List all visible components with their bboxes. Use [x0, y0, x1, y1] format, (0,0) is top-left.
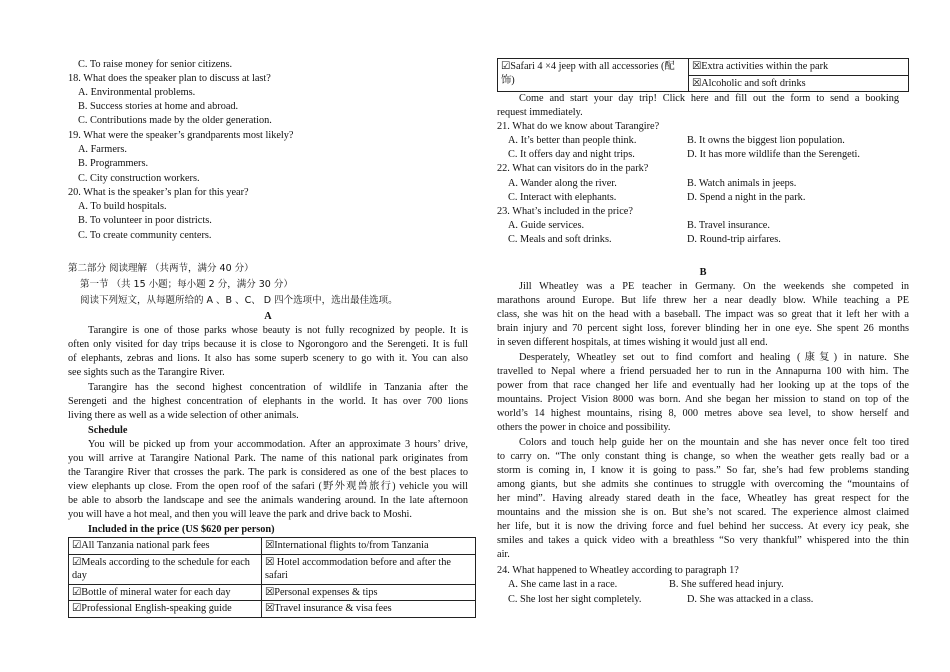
text-line: Tarangire has the second highest concentration of wildlife in Tanzania after the — [88, 382, 468, 393]
excluded-item: ☒Extra activities within the park — [689, 59, 909, 76]
excluded-item: ☒Personal expenses & tips — [262, 584, 476, 601]
q23-stem: 23. What’s included in the price? — [497, 206, 633, 217]
price-table-right — [497, 58, 909, 92]
schedule-heading: Schedule — [88, 425, 128, 436]
text-line: mountains and the mission she is on. But she’s not scared. The experience almost claimed — [497, 507, 909, 518]
text-line: the Tarangire River that crosses the park. The park is considered as one of the best places to — [68, 467, 468, 478]
q24-option-d: D. She was attacked in a class. — [687, 594, 814, 605]
text-line: air. — [497, 549, 510, 560]
excluded-item: ☒Alcoholic and soft drinks — [689, 75, 909, 92]
passage-a-label: A — [264, 311, 272, 322]
text-line: world’s 14 highest mountains, rising 8, 000 metres above sea level, to show herself and — [497, 408, 909, 419]
text-line: others the power in choice and possibility. — [497, 422, 671, 433]
instructions: 阅读下列短文，从每题所给的 A 、B 、C、 D 四个选项中，选出最佳选项。 — [80, 295, 398, 306]
excluded-item: ☒ Hotel accommodation before and after the safari — [262, 554, 476, 584]
booking-line-2: request immediately. — [497, 107, 583, 118]
text-line: you will arrive at Tarangire National Park. The name of this national park originates from — [68, 453, 468, 464]
part2-title: 第二部分 阅读理解 （共两节，满分 40 分） — [68, 263, 254, 274]
text-line: marathons around Europe. But life threw her a near deadly blow. While teaching a PE — [497, 295, 909, 306]
q22-option-a: A. Wander along the river. — [508, 178, 617, 189]
text-line: Jill Wheatley was a PE teacher in Germany. On the weekends she competed in — [519, 281, 909, 292]
text-line: class, she was hit on the head with a baseball. The impact was so great that it left her with a — [497, 309, 909, 320]
q24-option-c: C. She lost her sight completely. — [508, 594, 642, 605]
text-line: see sights such as the Tarangire River. — [68, 367, 225, 378]
text-line: you will have a hot meal, and then you will leave the park and drive back to Moshi. — [68, 509, 412, 520]
text-line: Tarangire is one of those parks whose beauty is not fully recognized by people. It is — [88, 325, 468, 336]
q20-stem: 20. What is the speaker’s plan for this year? — [68, 187, 249, 198]
excluded-item: ☒Travel insurance & visa fees — [262, 601, 476, 618]
q23-option-a: A. Guide services. — [508, 220, 585, 231]
text-line: to carry on. “The only constant thing is change, so when the weather gets really bad or a — [497, 451, 909, 462]
included-item: ☑Meals according to the schedule for each day — [69, 554, 262, 584]
q17-option-c: C. To raise money for senior citizens. — [78, 59, 233, 70]
q22-option-b: B. Watch animals in jeeps. — [687, 178, 797, 189]
table-row — [69, 538, 476, 555]
text-line: be able to absorb the landscape and see the animals wandering around. In the late afternoon — [68, 495, 468, 506]
price-table-left — [68, 537, 476, 618]
text-line: among giants, but she admits she continues to struggle with overcoming the “mountains of — [497, 479, 909, 490]
q22-stem: 22. What can visitors do in the park? — [497, 163, 649, 174]
table-row — [69, 584, 476, 601]
text-line: Colors and touch help guide her on the mountain and she has never once felt too tired — [519, 437, 909, 448]
text-line: travelled to Nepal where a friend persuaded her to run in the Annapurna 100 with him. The — [497, 366, 909, 377]
q21-option-a: A. It’s better than people think. — [508, 135, 637, 146]
q23-option-c: C. Meals and soft drinks. — [508, 234, 612, 245]
text-line: power from that race changed her life and eventually had her looking up at the tops of the — [497, 380, 909, 391]
passage-b-label: B — [699, 267, 707, 278]
q19-option-c: C. City construction workers. — [78, 173, 200, 184]
q19-option-a: A. Farmers. — [78, 144, 127, 155]
text-line: view elephants up close. From the open roof of the safari (野外观兽旅行) vehicle you will — [68, 481, 468, 492]
section1-title: 第一节 （共 15 小题；每小题 2 分，满分 30 分） — [80, 279, 293, 290]
text-line: her mind”. Having already stared death in the face, Wheatley has great respect for the — [497, 493, 909, 504]
table-row — [69, 554, 476, 584]
q22-option-c: C. Interact with elephants. — [508, 192, 617, 203]
q18-option-c: C. Contributions made by the older generation. — [78, 115, 272, 126]
q21-option-d: D. It has more wildlife than the Serengeti. — [687, 149, 860, 160]
text-line: mountains. Project Vision 8000 was born. And she began her mission to stand on top of the — [497, 394, 909, 405]
q21-option-b: B. It owns the biggest lion population. — [687, 135, 845, 146]
text-line: storm is coming in, I know it is going to pass.” So far, she’s had few problems standing — [497, 465, 909, 476]
text-line: in seven different hospitals, at times wishing it would just all end. — [497, 337, 768, 348]
booking-line-1: Come and start your day trip! Click here and fill out the form to send a booking — [519, 93, 899, 104]
included-item: ☑All Tanzania national park fees — [69, 538, 262, 555]
q20-option-a: A. To build hospitals. — [78, 201, 167, 212]
text-line: brain injury and 70 percent sight loss, forever blinding her in one eye. She spent 26 months — [497, 323, 909, 334]
q20-option-c: C. To create community centers. — [78, 230, 212, 241]
q22-option-d: D. Spend a night in the park. — [687, 192, 806, 203]
text-line: living there as well as a wide selection of other animals. — [68, 410, 299, 421]
q21-option-c: C. It offers day and night trips. — [508, 149, 635, 160]
text-line: her life, but it is now the driving force and fuel behind her success. At every icy peak, she — [497, 521, 909, 532]
text-line: often only visited for day trips because it is close to Ngorongoro and the Serengeti. It is full — [68, 339, 468, 350]
q21-stem: 21. What do we know about Tarangire? — [497, 121, 660, 132]
included-item: ☑Safari 4 ×4 jeep with all accessories (配饰) — [498, 59, 689, 92]
included-item: ☑Bottle of mineral water for each day — [69, 584, 262, 601]
q19-option-b: B. Programmers. — [78, 158, 149, 169]
table-row — [69, 601, 476, 618]
excluded-item: ☒International flights to/from Tanzania — [262, 538, 476, 555]
q24-option-a: A. She came last in a race. — [508, 579, 618, 590]
q23-option-b: B. Travel insurance. — [687, 220, 770, 231]
text-line: Serengeti and the highest concentration of elephants in the world. It has over 700 lions — [68, 396, 468, 407]
text-line: smiles and takes a quick video with a breathless “So very thankful” whispered into the thin — [497, 535, 909, 546]
q19-stem: 19. What were the speaker’s grandparents most likely? — [68, 130, 294, 141]
q18-option-a: A. Environmental problems. — [78, 87, 196, 98]
q23-option-d: D. Round-trip airfares. — [687, 234, 781, 245]
q20-option-b: B. To volunteer in poor districts. — [78, 215, 212, 226]
q24-option-b: B. She suffered head injury. — [669, 579, 784, 590]
text-line: of elephants, zebras and lions. It also has some superb scenery to go with it. You can also — [68, 353, 468, 364]
text-line: Desperately, Wheatley set out to find comfort and healing (康复) in nature. She — [519, 352, 909, 363]
price-heading: Included in the price (US $620 per person) — [88, 524, 275, 535]
q18-stem: 18. What does the speaker plan to discuss at last? — [68, 73, 271, 84]
included-item: ☑Professional English-speaking guide — [69, 601, 262, 618]
q24-stem: 24. What happened to Wheatley according to paragraph 1? — [497, 565, 739, 576]
text-line: You will be picked up from your accommodation. After an approximate 3 hours’ drive, — [88, 439, 468, 450]
table-row — [498, 59, 909, 76]
q18-option-b: B. Success stories at home and abroad. — [78, 101, 239, 112]
